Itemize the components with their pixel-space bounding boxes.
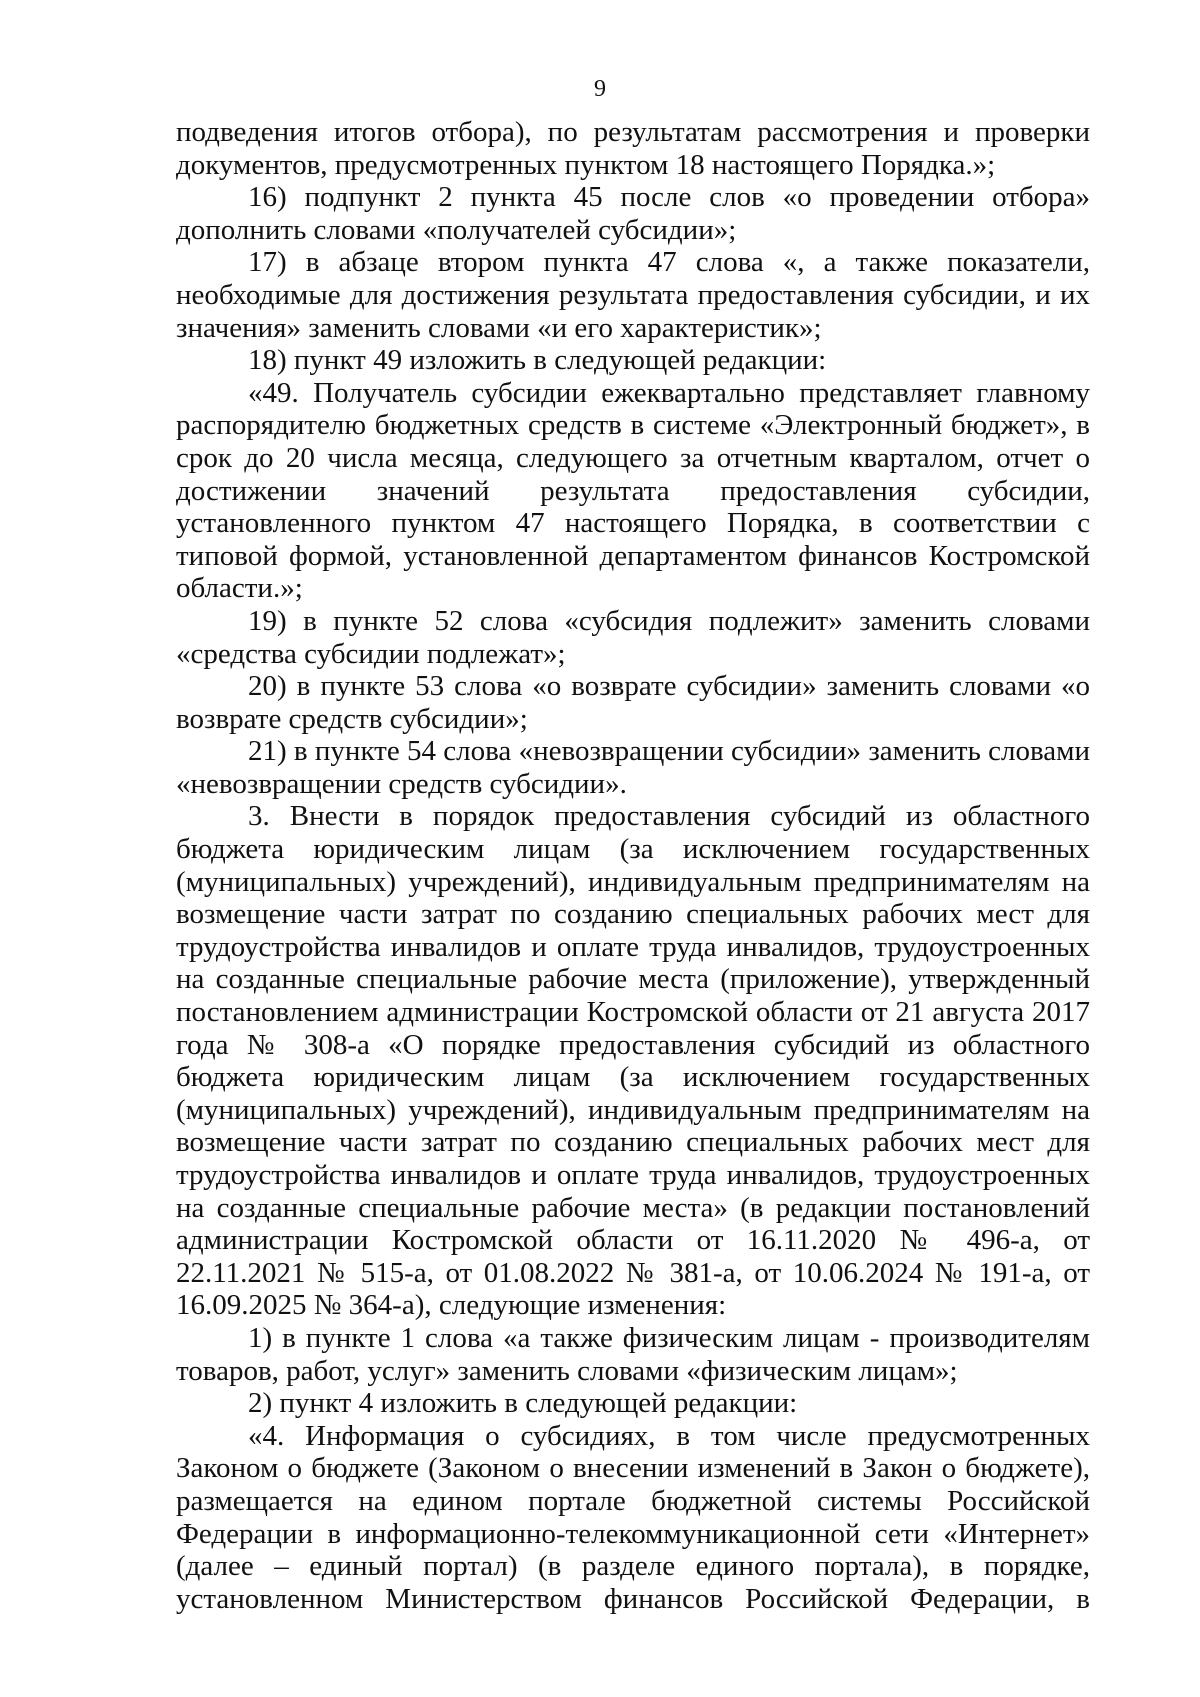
paragraph-item-1: 1) в пункте 1 слова «а также физическим лицам - производителям товаров, работ, услуг» заменить словами «физическим лицам»; [176,1321,1090,1387]
document-body [176,116,1090,1615]
page-number: 9 [594,76,606,102]
paragraph-clause-49: «49. Получатель субсидии ежеквартально представляет главному распорядителю бюджетных средств в системе «Электронный бюджет», в срок до 20 числа месяца, следующего за отчетным кварталом, отчет о достижении значений результата предоставления субсидии, установленного пунктом 47 настоящего Порядка, в соответствии с типовой формой, установленной департаментом финансов Костромской области.»; [176,376,1090,605]
paragraph-item-21: 21) в пункте 54 слова «невозвращении субсидии» заменить словами «невозвращении средств субсидии». [176,735,1090,800]
paragraph-item-20: 20) в пункте 53 слова «о возврате субсидии» заменить словами «о возврате средств субсидии»; [176,670,1090,735]
paragraph-clause-4: «4. Информация о субсидиях, в том числе предусмотренных Законом о бюджете (Законом о внесении изменений в Закон о бюджете), размещается на едином портале бюджетной системы Российской Федерации в информационно-телекоммуникационной сети «Интернет» (далее – единый портал) (в разделе единого портала), в порядке, установленном Министерством финансов Российской Федерации, в [176,1419,1090,1615]
paragraph-item-19: 19) в пункте 52 слова «субсидия подлежит» заменить словами «средства субсидии подлежат»; [176,604,1090,670]
paragraph-section-3: 3. Внести в порядок предоставления субсидий из областного бюджета юридическим лицам (за исключением государственных (муниципальных) учреждений), индивидуальным предпринимателям на возмещение части затрат по созданию специальных рабочих мест для трудоустройства инвалидов и оплате труда инвалидов, трудоустроенных на созданные специальные рабочие места (приложение), утвержденный постановлением администрации Костромской области от 21 августа 2017 года № 308-а «О порядке предоставления субсидий из областного бюджета юридическим лицам (за исключением государственных (муниципальных) учреждений), индивидуальным предпринимателям на возмещение части затрат по созданию специальных рабочих мест для трудоустройства инвалидов и оплате труда инвалидов, трудоустроенных на созданные специальные рабочие места» (в редакции постановлений администрации Костромской области от 16.11.2020 № 496-а, от 22.11.2021 № 515-а, от 01.08.2022 № 381-а, от 10.06.2024 № 191-а, от 16.09.2025 № 364-а), следующие изменения: [176,800,1090,1322]
paragraph-item-17: 17) в абзаце втором пункта 47 слова «, а также показатели, необходимые для достижения результата предоставления субсидии, и их значения» заменить словами «и его характеристик»; [176,246,1090,344]
paragraph-item-16: 16) подпункт 2 пункта 45 после слов «о проведении отбора» дополнить словами «получателей субсидии»; [176,181,1090,246]
paragraph-item-18: 18) пункт 49 изложить в следующей редакции: [248,344,827,377]
paragraph-continuation: подведения итогов отбора), по результатам рассмотрения и проверки документов, предусмотренных пунктом 18 настоящего Порядка.»; [176,116,1090,181]
paragraph-item-2: 2) пункт 4 изложить в следующей редакции: [248,1387,798,1420]
